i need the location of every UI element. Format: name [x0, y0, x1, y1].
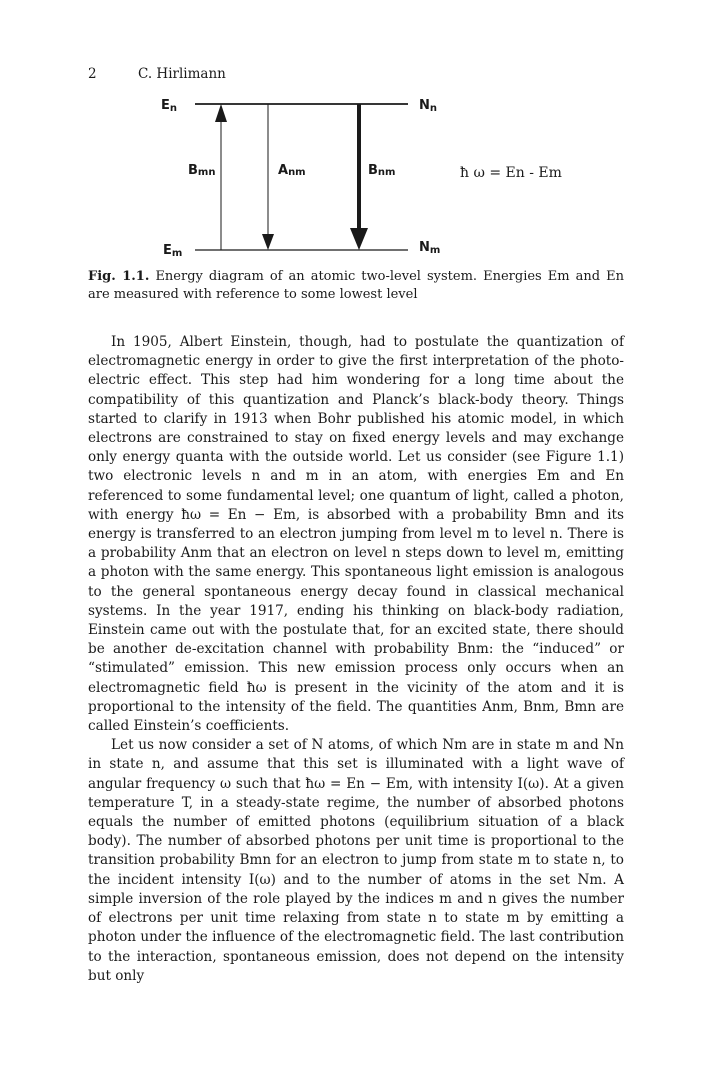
photon-energy-formula: ħ ω = En - Em: [460, 165, 562, 181]
caption-text: Energy diagram of an atomic two-level system. Energies Em and En are measured with reference to some lowest level: [88, 269, 624, 302]
label-upper-population: Nn: [419, 98, 438, 114]
label-spontaneous-coefficient: Anm: [278, 163, 306, 178]
label-lower-energy: Em: [163, 243, 183, 259]
absorption-arrowhead: [215, 104, 227, 122]
paragraph: Let us now consider a set of N atoms, of which Nm are in state m and Nn in state n, and assume that this set is illuminated with a light wave of angular frequency ω such that ħω = En − Em, with intensity I(ω). At a given temperature T, in a steady-state regime, the number of absorbed photons equals the number of emitted photons (equilibrium situation of a black body). The number of absorbed photons per unit time is proportional to the transition probability Bmn for an electron to jump from state m to state n, to the incident intensity I(ω) and to the number of atoms in the set Nm. A simple inversion of the role played by the indices m and n gives the number of electrons per unit time relaxing from state n to state m by emitting a photon under the influence of the electromagnetic field. The last contribution to the interaction, spontaneous emission, does not depend on the intensity but only: [88, 737, 624, 984]
spontaneous-arrowhead: [262, 234, 274, 250]
label-upper-energy: En: [161, 98, 178, 114]
energy-level-diagram: [150, 88, 570, 263]
author-name: C. Hirlimann: [138, 66, 226, 82]
running-head: [88, 66, 226, 82]
label-absorption-coefficient: Bmn: [188, 163, 216, 178]
figure-caption: [88, 268, 624, 304]
body-text: [88, 333, 624, 986]
stimulated-arrowhead: [350, 228, 368, 250]
caption-label: Fig. 1.1.: [88, 269, 150, 284]
label-stimulated-coefficient: Bnm: [368, 163, 396, 178]
page-number: 2: [88, 66, 97, 82]
energy-diagram-svg: [150, 88, 570, 263]
paragraph: In 1905, Albert Einstein, though, had to postulate the quantization of electromagnetic energy in order to give the first interpretation of the photo-electric effect. This step had him wondering for a long time about the compatibility of this quantization and Planck’s black-body theory. Things started to clarify in 1913 when Bohr published his atomic model, in which electrons are constrained to stay on fixed energy levels and may exchange only energy quanta with the outside world. Let us consider (see Figure 1.1) two electronic levels n and m in an atom, with energies Em and En referenced to some fundamental level; one quantum of light, called a photon, with energy ħω = En − Em, is absorbed with a probability Bmn and its energy is transferred to an electron jumping from level m to level n. There is a probability Anm that an electron on level n steps down to level m, emitting a photon with the same energy. This spontaneous light emission is analogous to the general spontaneous energy decay found in classical mechanical systems. In the year 1917, ending his thinking on black-body radiation, Einstein came out with the postulate that, for an excited state, there should be another de-excitation channel with probability Bnm: the “induced” or “stimulated” emission. This new emission process only occurs when an electromagnetic field ħω is present in the vicinity of the atom and it is proportional to the intensity of the field. The quantities Anm, Bnm, Bmn are called Einstein’s coefficients.: [88, 334, 624, 735]
label-lower-population: Nm: [419, 240, 441, 256]
